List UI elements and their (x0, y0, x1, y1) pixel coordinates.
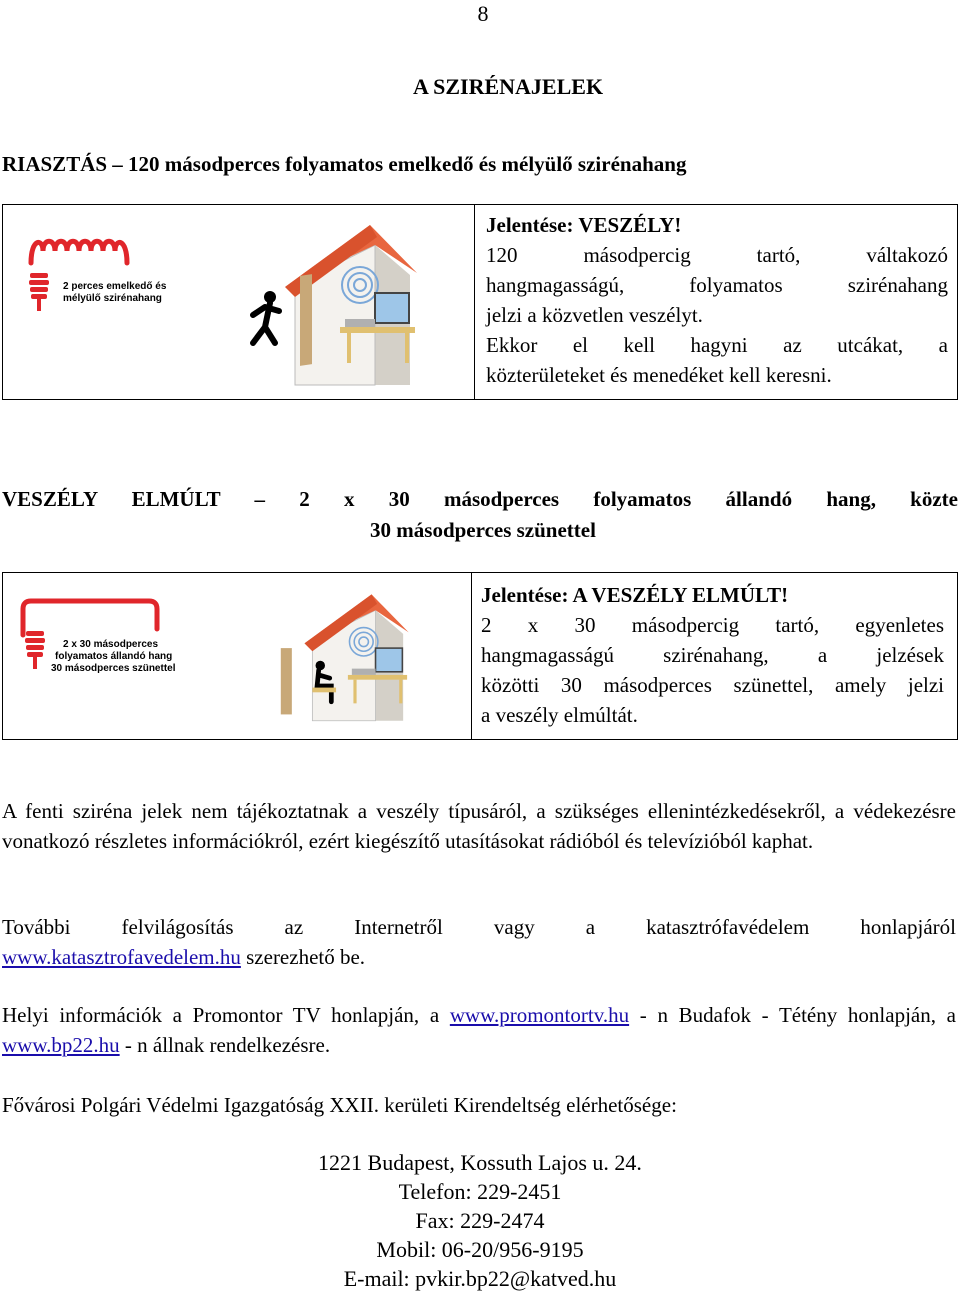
alarm-meaning-heading: Jelentése: VESZÉLY! (486, 213, 682, 237)
contact-email: E-mail: pvkir.bp22@katved.hu (343, 1266, 617, 1291)
page-title: A SZIRÉNAJELEK (412, 74, 604, 99)
local-info-text: - n állnak rendelkezésre. (119, 1033, 331, 1057)
alarm-meaning-line: Ekkor el kell hagyni az utcákat, a (486, 333, 948, 357)
all-clear-box-divider (471, 573, 472, 739)
all-clear-icon-label-1: 2 x 30 másodperces (63, 639, 159, 650)
rising-siren-icon (21, 233, 171, 323)
internet-info-paragraph (2, 912, 956, 972)
all-clear-icon-label-2: folyamatos állandó hang (55, 651, 173, 662)
all-clear-meaning-line: 2 x 30 másodpercig tartó, egyenletes (481, 613, 944, 637)
alarm-icon-label-1: 2 perces emelkedő és (63, 281, 167, 292)
alarm-meaning (486, 210, 948, 390)
all-clear-meaning-line: közötti 30 másodperces szünettel, amely jelzi (481, 673, 944, 697)
contact-phone: Telefon: 229-2451 (398, 1179, 562, 1204)
alarm-meaning-line: 120 másodpercig tartó, váltakozó (486, 243, 948, 267)
all-clear-meaning (481, 580, 944, 730)
office-heading: Fővárosi Polgári Védelmi Igazgatóság XXII. kerületi Kirendeltség elérhetősége: (2, 1093, 677, 1117)
contact-fax: Fax: 229-2474 (415, 1208, 545, 1233)
local-info-text: Helyi információk a Promontor TV honlapján, a (2, 1003, 450, 1027)
bp22-link[interactable]: www.bp22.hu (2, 1033, 120, 1057)
house-running-person-illustration (235, 215, 425, 391)
katasztrofavedelem-link[interactable]: www.katasztrofavedelem.hu (2, 945, 241, 969)
contact-address: 1221 Budapest, Kossuth Lajos u. 24. (318, 1150, 642, 1175)
alarm-meaning-line: hangmagasságú, folyamatos szirénahang (486, 273, 948, 297)
contact-mobile: Mobil: 06-20/956-9195 (376, 1237, 584, 1262)
alarm-signal-box (2, 204, 958, 400)
all-clear-heading-line-2: 30 másodperces szünettel (370, 518, 596, 542)
local-info-text: - n Budafok - Tétény honlapján, a (629, 1003, 956, 1027)
alarm-meaning-line: közterületeket és menedéket kell keresni. (486, 363, 832, 387)
all-clear-heading-line-1: VESZÉLY ELMÚLT – 2 x 30 másodperces folyamatos állandó hang, közte (2, 487, 958, 511)
internet-info-text: További felvilágosítás az Internetről vagy a katasztrófavédelem honlapjáról (2, 915, 956, 939)
all-clear-meaning-heading: Jelentése: A VESZÉLY ELMÚLT! (481, 583, 789, 607)
all-clear-meaning-line: hangmagasságú szirénahang, a jelzések (481, 643, 944, 667)
info-paragraph: A fenti sziréna jelek nem tájékoztatnak a veszély típusáról, a szükséges ellenintézkedésekről, a védekezésre vonatkozó részletes információkról, ezért kiegészítő utasításokat rádióból és televízióból kaphat. (2, 799, 956, 853)
all-clear-icon-label-3: 30 másodperces szünettel (51, 663, 176, 674)
alarm-meaning-line: jelzi a közvetlen veszélyt. (486, 303, 703, 327)
all-clear-meaning-line: a veszély elmúltát. (481, 703, 638, 727)
promontortv-link[interactable]: www.promontortv.hu (449, 1003, 630, 1027)
contact-block (0, 1148, 960, 1293)
alarm-box-divider (474, 205, 475, 399)
local-info-paragraph (2, 1000, 956, 1060)
internet-info-tail: szerezhető be. (240, 945, 366, 969)
page-number: 8 (477, 1, 489, 26)
alarm-icon-label-2: mélyülő szirénahang (63, 293, 162, 304)
all-clear-signal-box (2, 572, 958, 740)
alarm-heading: RIASZTÁS – 120 másodperces folyamatos emelkedő és mélyülő szirénahang (2, 152, 687, 176)
house-sitting-person-illustration (265, 581, 415, 731)
